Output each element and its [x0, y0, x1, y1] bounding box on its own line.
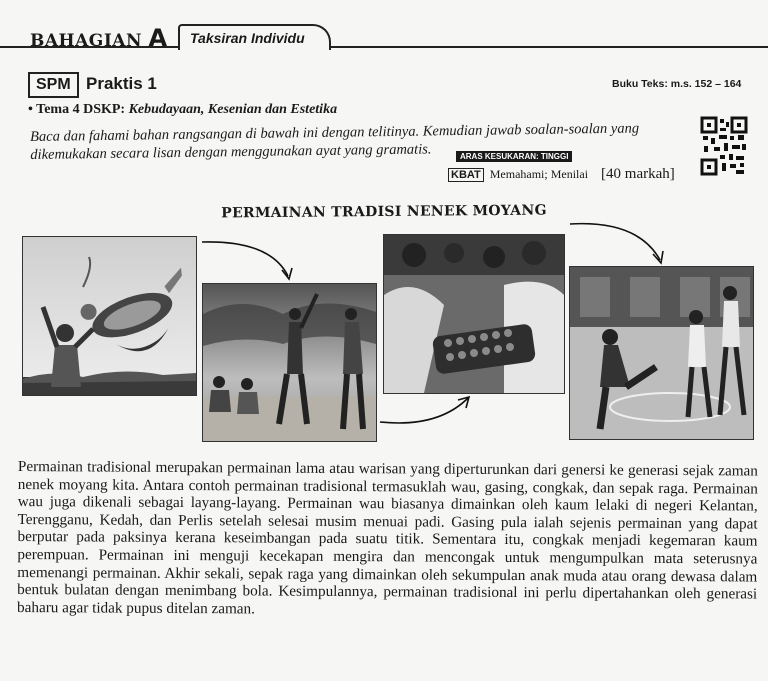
marks: [40 markah] [601, 166, 675, 182]
photo-congkak [383, 234, 565, 394]
body-paragraph: Permainan tradisional merupakan permainan lama atau warisan yang diperturunkan dari genersi ke generasi sejak zaman nenek moyang kita. Antara contoh permainan tradisional termasuklah wau, gasing, congkak, dan sepak raga. Permainan wau juga dikenali sebagai layang-layang. Permainan wau biasanya dimainkan oleh kaum lelaki di negeri Kelantan, Terengganu, Kedah, dan Perlis setelah selesai musim menuai padi. Gasing pula ialah sejenis permainan yang dapat berputar pada paksinya kerana keseimbangan pada suatu titik. Sementara itu, congkak menjadi kegemaran kaum perempuan. Permainan ini menguji kecekapan mengira dan mencongak untuk mengumpulkan mata seterusnya memenangi permainan. Akhir sekali, sepak raga yang dimainkan oleh sekumpulan anak muda atau orang dewasa dalam bentuk bulatan dengan menimbang bola. Kesimpulannya, permainan tradisional ini perlu dipertahankan oleh generasi baharu agar tidak pupus ditelan zaman. [17, 458, 758, 618]
theme-value: Kebudayaan, Kesenian dan Estetika [128, 102, 338, 117]
kbat-skills: Memahami; Menilai [489, 167, 589, 181]
section-tab: Taksiran Individu [178, 24, 331, 50]
qr-code-icon[interactable] [700, 116, 748, 176]
section-letter: A [148, 24, 168, 52]
instruction-line-1: Baca dan fahami bahan rangsangan di bawah ini dengan telitinya. Kemudian jawab soalan-soalan yang [30, 120, 640, 145]
spm-badge: SPM [28, 72, 79, 98]
instruction-line-2: dikemukakan secara lisan dengan menggunakan ayat yang gramatis. [30, 141, 432, 163]
theme-bullet: • [28, 102, 33, 117]
theme-line [28, 102, 337, 118]
section-heading [30, 24, 168, 52]
theme-label: Tema 4 DSKP: [36, 102, 126, 117]
exercise-title: Praktis 1 [86, 74, 157, 93]
kbat-row [448, 166, 675, 183]
textbook-reference: Buku Teks: m.s. 152 – 164 [612, 78, 742, 90]
photo-sepak-raga [569, 266, 754, 440]
instruction-text [30, 119, 700, 164]
arrow-icon [568, 220, 668, 266]
arrow-icon [378, 394, 474, 428]
photo-gasing [202, 283, 377, 442]
arrow-icon [200, 238, 300, 283]
kbat-badge: KBAT [448, 168, 484, 182]
figure-title: PERMAINAN TRADISI NENEK MOYANG [221, 202, 547, 222]
section-label: BAHAGIAN [30, 31, 143, 51]
difficulty-badge: ARAS KESUKARAN: TINGGI [456, 151, 572, 162]
photo-wau-kite [22, 236, 197, 396]
